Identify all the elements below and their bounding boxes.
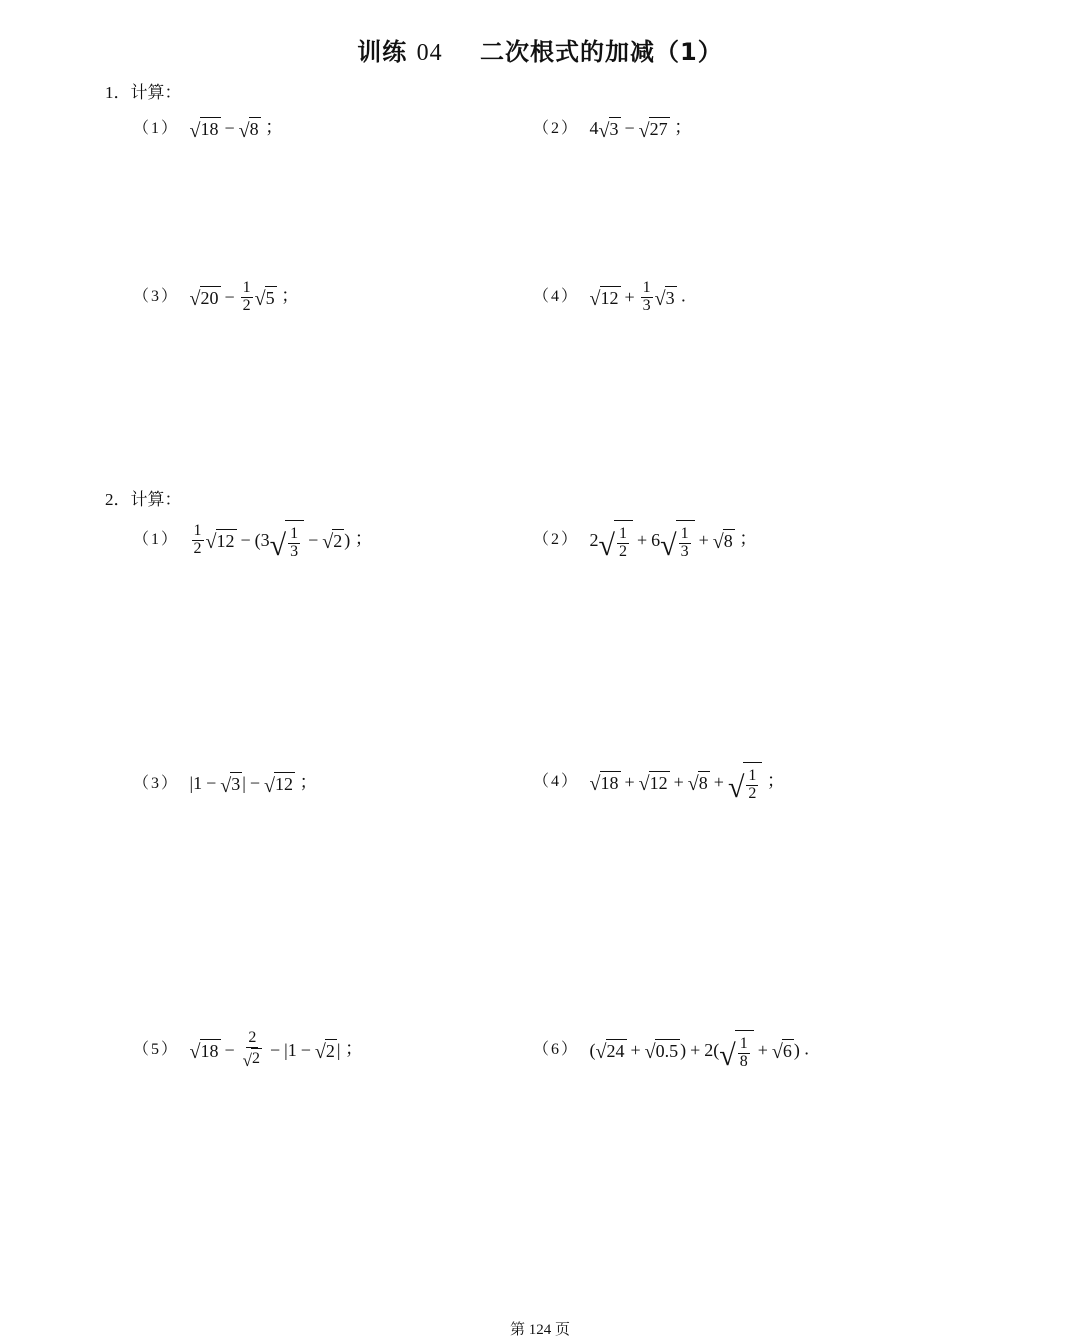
expression: $\frac{1}{2}$ √ 12 − (3 √ $\frac{1}{3}$ − √ 2 ) — [193, 522, 351, 562]
page-title — [0, 32, 1080, 67]
item-label: （6） — [533, 1041, 580, 1059]
q1-item-2 — [533, 113, 692, 141]
item-suffix: ； — [739, 528, 758, 549]
item-label: （2） — [533, 120, 580, 137]
item-label: （2） — [533, 531, 580, 549]
q1-item-4 — [533, 280, 686, 315]
item-label: （3） — [133, 775, 180, 792]
item-label: （4） — [533, 288, 580, 306]
q2-item-2 — [533, 520, 757, 561]
q1-item-3 — [133, 280, 299, 315]
title-prefix: 训练 — [357, 38, 408, 66]
item-label: （4） — [533, 773, 580, 791]
expression: |1 − √ 3 | − √ 12 — [189, 773, 294, 797]
item-label: （5） — [133, 1041, 180, 1059]
title-number: 04 — [416, 40, 443, 66]
q1-item-1 — [133, 113, 283, 141]
expression: ( √ 24 + √ 0.5 ) + 2( √ $\frac{1}{8}$ + √ 6 ) — [590, 1030, 800, 1071]
item-suffix: ； — [299, 772, 318, 792]
item-label: （3） — [133, 288, 180, 306]
q2-item-6 — [533, 1030, 809, 1071]
expression: √ 20 − $\frac{1}{2}$ √ 5 — [189, 279, 275, 314]
expression: √ 18 − √ 8 — [189, 118, 259, 142]
expression: √ 18 − 2 √ 2 − |1 − √ 2 | — [189, 1029, 341, 1070]
expression: √ 12 + $\frac{1}{3}$ √ 3 — [589, 279, 675, 314]
item-label: （1） — [133, 531, 180, 549]
item-suffix: ； — [265, 117, 284, 137]
item-suffix: ； — [345, 1038, 364, 1059]
expression: √ 18 + √ 12 + √ 8 + √ $\frac{1}{2}$ — [590, 762, 763, 803]
question-2-header: 2．计算： — [105, 490, 182, 509]
item-suffix: . — [804, 1038, 809, 1059]
page-number: 第 124 页 — [509, 1322, 570, 1338]
expression: 4 √ 3 − √ 27 — [589, 118, 668, 142]
q2-item-5 — [133, 1030, 363, 1071]
title-text: 二次根式的加减（1） — [480, 38, 723, 66]
q2-item-3 — [133, 768, 318, 796]
item-suffix: ； — [354, 528, 373, 549]
item-suffix: ； — [281, 285, 300, 306]
q2-item-1 — [133, 520, 373, 561]
item-suffix: . — [681, 285, 686, 306]
q2-item-4 — [533, 762, 785, 803]
item-suffix: ； — [766, 770, 785, 791]
question-1-header: 1．计算： — [105, 83, 182, 102]
expression: 2 √ $\frac{1}{2}$ + 6 √ $\frac{1}{3}$ + √ 8 — [590, 520, 735, 561]
item-label: （1） — [133, 120, 180, 137]
item-suffix: ； — [674, 117, 693, 137]
